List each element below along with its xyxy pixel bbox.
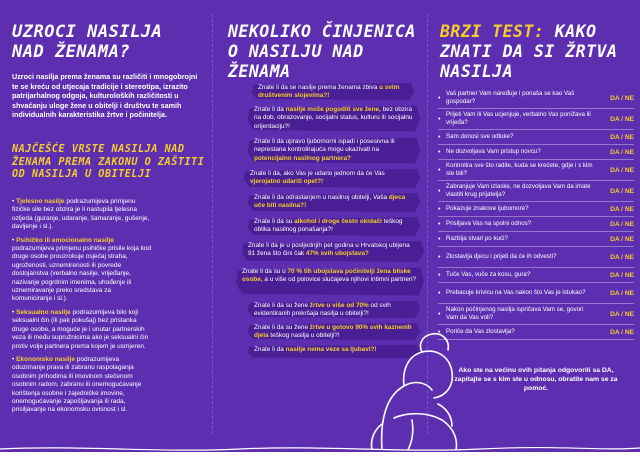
bullet-icon: • (438, 271, 441, 279)
quick-test-question (438, 304, 634, 325)
bullet-icon: • (438, 166, 441, 174)
violence-type-text: podrazumijeva primjenu fizičke sile bez obzira je li nastupila tjelesna ozljeda (guranje, udaranje, šamaranje, gušenje, davljenje i sl.). (12, 198, 150, 231)
question-text: Vaš partner Vam naređuje i ponaša se kao Vaš gospodar? (446, 90, 575, 105)
answer-options[interactable]: DA / NE (610, 310, 634, 318)
quick-test-question (438, 130, 634, 145)
quick-test-question (438, 160, 634, 181)
quick-test-note: Ako ste na većinu ovih pitanja odgovorili sa DA, zapitajte se s kim ste u odnosu, obratite nam se za pomoć. (454, 367, 618, 392)
question-text: Ne dozvoljava Vam pristup novcu? (446, 148, 541, 156)
quick-test-title-highlight: BRZI TEST: (440, 22, 545, 41)
fact-text-plain: Znate li da se nasilje prema ženama zbiva (258, 84, 380, 91)
fact-item (214, 216, 426, 240)
answer-options[interactable]: DA / NE (610, 115, 634, 123)
fact-text-plain: Znate li da su (254, 218, 295, 225)
quick-test-question (438, 247, 634, 268)
quick-test-question (438, 202, 634, 217)
quick-test-title (440, 22, 636, 82)
fact-text (254, 194, 414, 211)
violence-type: • Psihičko ili emocionalno nasilje podrazumijeva primjenu psihičke prisile koja kod druge osobe prouzrokuje osjećaj straha, ugroženosti, uznemirenosti ili povrede dostojanstva (verbalno nasilje, vrijeđanje, nazivanje pogrdnim imenima, uhođenje ili uznemiravanje preko sredstava za komuniciranje i sl.). (12, 236, 152, 303)
quick-test-question (438, 268, 634, 283)
violence-type-name: Ekonomsko nasilje (16, 355, 75, 363)
violence-type-name: Tjelesno nasilje (16, 198, 65, 205)
quick-test-question (438, 88, 634, 109)
violence-type: • Ekonomsko nasilje podrazumijeva oduzimanje prava ili zabranu raspolaganja osobnim prihodima ili imovinom stečenom osobnim radom, zabranu ili onemogućavanje korištenja osobne i zajedničke imovine, onemogućavanje zapošljavanja ili rada, prisiljavanje na ekonomsku ovisnost i sl. (12, 355, 142, 414)
violence-type: • Tjelesno nasilje podrazumijeva primjenu fizičke sile bez obzira je li nastupila tjelesna ozljeda (guranje, udaranje, šamaranje, gušenje, davljenje i sl.). (12, 198, 150, 231)
quick-test-question (438, 283, 634, 304)
violence-type: • Seksualno nasilje podrazumijeva bilo koji seksualni čin (ili pak pokušaj) bez pristanka druge osobe, a moguće je i unutar partnerskih veza ili među supružnicima ako je seksualni čin protiv volje partnera prema kojem je usmjeren. (12, 308, 149, 350)
bullet-icon: • (438, 289, 441, 297)
fact-text-highlight: potencijalno nasilnog partnera? (254, 154, 351, 162)
bullet-icon: • (438, 220, 441, 228)
fact-text-highlight: nasilje može pogoditi sve žene, (285, 106, 381, 113)
bullet-icon: • (438, 205, 441, 213)
answer-options[interactable]: DA / NE (610, 235, 634, 243)
violence-type-text: podrazumijeva primjenu psihičke prisile koja kod druge osobe prouzrokuje osjećaj straha, ugroženosti, uznemirenosti ili povrede dostojanstva (verbalno nasilje, vrijeđanje, nazivanje pogrdnim imenima, uhođenje ili uznemiravanje preko sredstava za komuniciranje i sl.). (12, 245, 152, 303)
bullet-icon: • (438, 115, 441, 123)
fact-text-plain: Znate li da (254, 346, 286, 353)
fact-text-plain: bez obzira na dob, obrazovanje, socijalni status, kulturu ili socijalnu orijentaciju?! (254, 106, 413, 130)
fact-item (214, 168, 426, 192)
panel-causes (0, 0, 210, 452)
violence-type-name: Psihičko ili emocionalno nasilje (16, 236, 114, 244)
violence-type-text: podrazumijeva bilo koji seksualni čin (ili pak pokušaj) bez pristanka druge osobe, a moguće je i unutar partnerskih veza ili među supružnicima ako je seksualni čin protiv volje partnera prema kojem je usmjeren. (12, 308, 149, 350)
answer-options[interactable]: DA / NE (610, 289, 634, 297)
fact-text-plain: Znate li da odrastanjem u nasilnoj obitelji, Vaša (254, 194, 389, 201)
fact-text-plain: Znate li da su žene (254, 302, 310, 309)
fact-text-plain: teškog nasilja u obitelji?! (268, 332, 340, 340)
fact-item (214, 240, 426, 266)
fact-text-highlight: 70 % tih ubojstava počinitelji žena bliske osobe, (242, 268, 411, 284)
bullet-icon: • (438, 235, 441, 243)
panel-divider (212, 14, 213, 434)
fact-text (250, 170, 414, 187)
answer-options[interactable]: DA / NE (610, 166, 634, 174)
question-text: Kontrolira sve što radite, kuda se krećete, gdje i s kim ste bili? (446, 162, 593, 177)
question-text: Zlostavlja djecu i prijeti da će ih odvesti? (446, 253, 557, 261)
fact-text-plain: Znate li da upravo ljubomorni ispadi i posesivna ili neprestana kontrolirajuća mogu ukazivati na (254, 138, 395, 154)
answer-options[interactable]: DA / NE (610, 220, 634, 228)
question-text: Prisiljava Vas na spolni odnos? (446, 220, 532, 228)
decorative-wave-line (0, 443, 640, 452)
fact-text (254, 218, 414, 235)
fact-text-plain: Znate li da su žene (254, 324, 310, 331)
answer-options[interactable]: DA / NE (610, 133, 634, 141)
fact-text (242, 268, 418, 285)
panel-facts (214, 0, 426, 452)
facts-title: NEKOLIKO ČINJENICA O NASILJU NAD ŽENAMA (228, 22, 416, 81)
fact-text (254, 138, 414, 163)
fact-text-plain: od svih evidentiranih prekršaja nasilja u obitelji?! (254, 302, 391, 318)
bullet-icon: • (438, 133, 441, 141)
fact-text-plain: a u više od polovice slučajeva njihovi intimni partneri? (262, 276, 417, 284)
question-text: Prebacuje krivicu na Vas nakon što Vas je istukao? (446, 289, 586, 297)
quick-test-question (438, 145, 634, 160)
bullet-icon: • (438, 94, 441, 102)
question-text: Tuče Vas, vuče za kosu, gura? (446, 271, 531, 279)
question-text: Prijeti Vam ili Vas ucjenjuje, verbalno Vas ponižava ili vrijeđa? (446, 111, 591, 126)
fact-text-highlight: alkohol i droge često okidači (294, 218, 382, 225)
fact-text-highlight: vjerojatno udariti opet?! (250, 178, 324, 186)
violence-type-text: podrazumijeva oduzimanje prava ili zabranu raspolaganja osobnim prihodima ili imovinom stečenom osobnim radom, zabranu ili onemogućavanje korištenja osobne i zajedničke imovine, onemogućavanje zapošljavanja ili rada, prisiljavanje na ekonomsku ovisnost i sl. (12, 355, 142, 414)
fact-item (214, 192, 426, 216)
quick-test-question (438, 181, 634, 202)
answer-options[interactable]: DA / NE (610, 148, 634, 156)
violence-types-list (12, 198, 152, 420)
answer-options[interactable]: DA / NE (610, 271, 634, 279)
fact-text-highlight: djeca uče biti nasilna?! (254, 194, 406, 210)
fact-text-plain: Znate li da (254, 106, 286, 113)
causes-intro: Uzroci nasilja prema ženama su različiti i mnogobrojni te se kreću od utjecaja tradicije i stereotipa, izrazito patrijarhalnog odgoja, kulturoloških različitosti u shvaćanju uloge žene u obitelji i društvu te samih individualnih karakteristika žrtve i počinitelja. (12, 72, 198, 120)
fact-text-plain: Znate li da, ako Vas je udario jednom da će Vas (250, 170, 385, 177)
question-text: Razbija stvari po kući? (446, 235, 508, 243)
quick-test-question (438, 325, 634, 340)
quick-test-question (438, 232, 634, 247)
bullet-icon: • (438, 187, 441, 195)
answer-options[interactable]: DA / NE (610, 205, 634, 213)
fact-text (248, 242, 418, 259)
bullet-icon: • (438, 310, 441, 318)
quick-test-questions (438, 88, 634, 340)
fact-item (214, 136, 426, 168)
answer-options[interactable]: DA / NE (610, 94, 634, 102)
fact-text-highlight: žrtve u gotovo 90% svih kaznenih djela (254, 324, 412, 340)
question-text: Poriče da Vas zlostavlja? (446, 328, 515, 336)
answer-options[interactable]: DA / NE (610, 253, 634, 261)
answer-options[interactable]: DA / NE (610, 328, 634, 336)
question-text: Nakon počinjenog nasilja ispričava Vam se, govori Vam da Vas voli? (446, 306, 584, 321)
question-text: Pokazuje znakove ljubomore? (446, 205, 529, 213)
question-text: Zabranjuje Vam izlaske, ne dozvoljava Vam da imate vlastiti krug prijatelja? (446, 183, 591, 198)
quick-test-question (438, 217, 634, 232)
question-text: Sam donosi sve odluke? (446, 133, 514, 141)
causes-title: UZROCI NASILJA NAD ŽENAMA? (12, 22, 163, 62)
panel-quick-test (428, 0, 640, 452)
fact-text-plain: Znate li da su u (242, 268, 288, 275)
fact-text-highlight: 47% svih ubojstava? (305, 250, 369, 258)
bullet-icon: • (438, 148, 441, 156)
bullet-icon: • (438, 253, 441, 261)
fact-item (214, 266, 426, 300)
fact-text-highlight: u svim društvenim slojevima?! (258, 84, 400, 100)
violence-types-title: NAJČEŠĆE VRSTE NASILJA NAD ŽENAMA PREMA ZAKONU O ZAŠTITI OD NASILJA U OBITELJI (12, 144, 205, 181)
fact-text (254, 106, 414, 131)
violence-type-name: Seksualno nasilje (16, 308, 71, 316)
bullet-icon: • (438, 328, 441, 336)
quick-test-question (438, 109, 634, 130)
fact-text-plain: Znate li da je u posljednjih pet godina u Hrvatskoj ubijena 91 žena što čini čak (248, 242, 410, 258)
fact-item (214, 82, 426, 104)
fact-text-plain: teškog oblika nasilnog ponašanja?! (254, 218, 403, 234)
fact-item (214, 104, 426, 136)
fact-text-highlight: žrtve u više od 70% (309, 302, 369, 309)
fact-text-highlight: nasilje nema veze sa ljubavi?! (285, 346, 377, 353)
answer-options[interactable]: DA / NE (610, 187, 634, 195)
quick-test-title-rest: KAKO ZNATI DA SI ŽRTVA NASILJA (440, 22, 618, 81)
fact-text (258, 84, 408, 101)
